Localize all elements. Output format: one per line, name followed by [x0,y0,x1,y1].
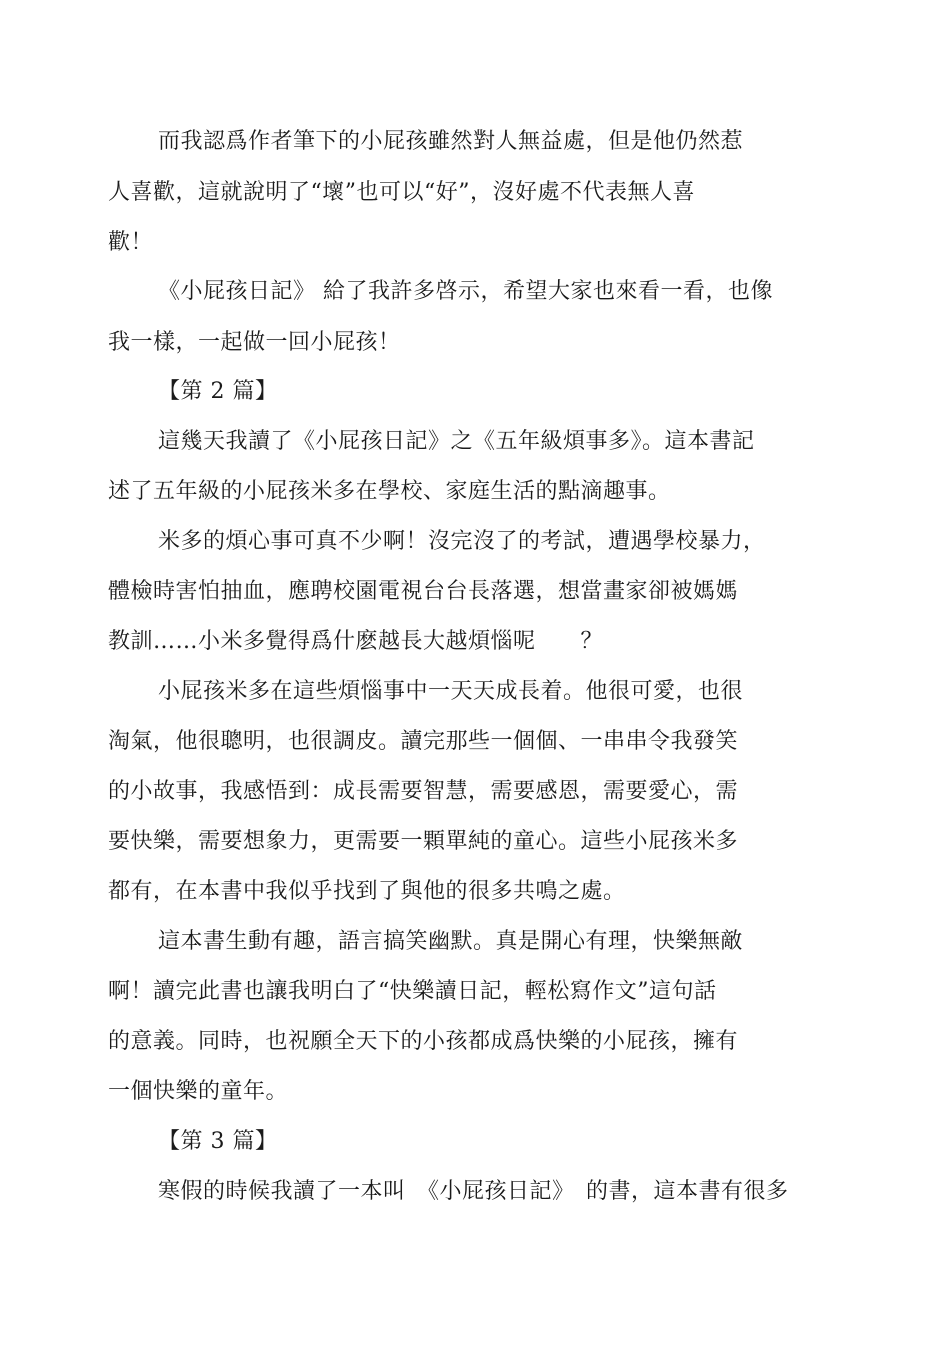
paragraph-line: 的小故事，我感悟到：成長需要智慧，需要感恩，需要愛心，需 [108,779,739,804]
paragraph-line: 都有，在本書中我似乎找到了與他的很多共鳴之處。 [108,879,626,904]
paragraph-line: 《小屁孩日記》 給了我許多啓示，希望大家也來看一看，也像 [158,279,773,304]
paragraph-line: 體檢時害怕抽血，應聘校園電視台台長落選，想當畫家卻被媽媽 [108,579,739,604]
paragraph-line: 人喜歡，這就說明了“壞”也可以“好”，沒好處不代表無人喜 [108,180,695,205]
section-heading: 【第 3 篇】 [158,1129,278,1154]
paragraph-line: 要快樂，需要想象力，更需要一顆單純的童心。這些小屁孩米多 [108,829,739,854]
paragraph-line: 淘氣，他很聰明，也很調皮。讀完那些一個個、一串串令我發笑 [108,729,739,754]
paragraph-line: 啊！讀完此書也讓我明白了“快樂讀日記，輕松寫作文”這句話 [108,979,717,1004]
paragraph-line: 這本書生動有趣，語言搞笑幽默。真是開心有理，快樂無敵 [158,929,744,954]
paragraph-line: 我一樣，一起做一回小屁孩！ [108,330,401,355]
paragraph-line: 教訓……小米多覺得爲什麽越長大越煩惱呢 ？ [108,629,604,654]
section-heading: 【第 2 篇】 [158,379,278,404]
paragraph-line: 小屁孩米多在這些煩惱事中一天天成長着。他很可愛，也很 [158,679,744,704]
paragraph-line: 的意義。同時，也祝願全天下的小孩都成爲快樂的小屁孩，擁有 [108,1029,739,1054]
paragraph-line: 述了五年級的小屁孩米多在學校、家庭生活的點滴趣事。 [108,479,671,504]
paragraph-line: 一個快樂的童年。 [108,1079,289,1104]
paragraph-line: 米多的煩心事可真不少啊！沒完沒了的考試，遭遇學校暴力， [158,529,766,554]
paragraph-line: 而我認爲作者筆下的小屁孩雖然對人無益處，但是他仍然惹 [158,129,744,154]
paragraph-line: 歡！ [108,230,154,255]
paragraph-line: 這幾天我讀了《小屁孩日記》之《五年級煩事多》。這本書記 [158,429,755,454]
paragraph-line: 寒假的時候我讀了一本叫 《小屁孩日記》 的書，這本書有很多 [158,1179,789,1204]
